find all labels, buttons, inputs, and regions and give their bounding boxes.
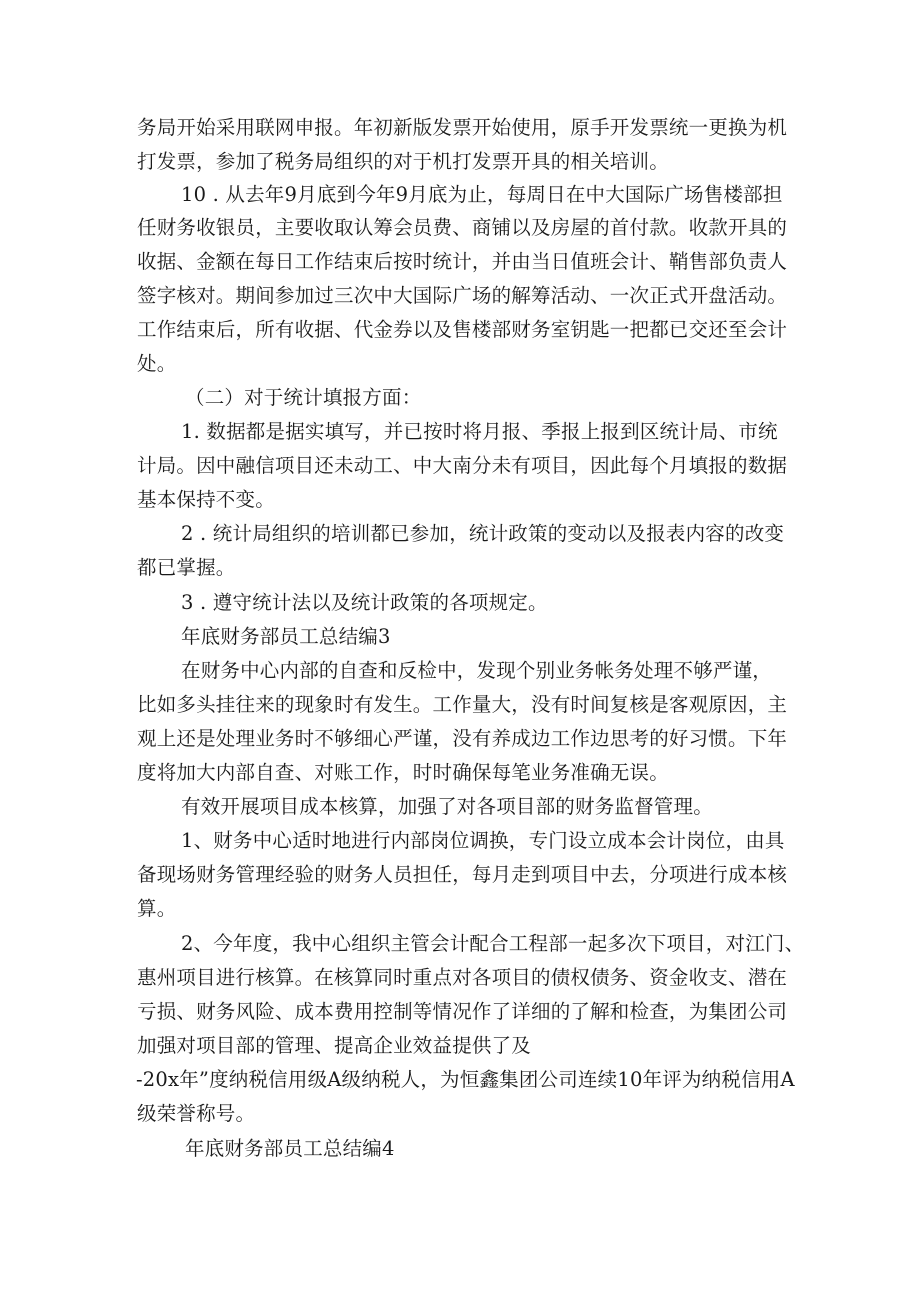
paragraph-line: 任财务收银员，主要收取认筹会员费、商铺以及房屋的首付款。收款开具的 xyxy=(137,216,788,239)
paragraph-line: 亏损、财务风险、成本费用控制等情况作了详细的了解和检查，为集团公司 xyxy=(137,1000,788,1023)
paragraph-line: -20x年”度纳税信用级A级纳税人，为恒鑫集团公司连续10年评为纳税信用A xyxy=(136,1068,795,1091)
paragraph-line: 打发票，参加了税务局组织的对于机打发票开具的相关培训。 xyxy=(137,150,669,173)
paragraph-line: 计局。因中融信项目还未动工、中大南分未有项目，因此每个月填报的数据 xyxy=(137,454,788,477)
paragraph-line: 务局开始采用联网申报。年初新版发票开始使用，原手开发票统一更换为机 xyxy=(137,116,788,139)
paragraph-line: 有效开展项目成本核算，加强了对各项目部的财务监督管理。 xyxy=(181,795,713,818)
paragraph-line: 1. 数据都是据实填写，并已按时将月报、季报上报到区统计局、市统 xyxy=(181,420,778,443)
paragraph-line: 加强对项目部的管理、提高企业效益提供了及 xyxy=(137,1034,532,1057)
section-title: 年底财务部员工总结编3 xyxy=(181,625,391,648)
paragraph-line: 10 . 从去年9月底到今年9月底为止，每周日在中大国际广场售楼部担 xyxy=(181,183,783,206)
paragraph-line: 2 . 统计局组织的培训都已参加，统计政策的变动以及报表内容的改变 xyxy=(181,522,785,545)
paragraph-line: 度将加大内部自查、对账工作，时时确保每笔业务准确无误。 xyxy=(137,761,669,784)
paragraph-line: 比如多头挂往来的现象时有发生。工作量大，没有时间复核是客观原因，主 xyxy=(137,693,788,716)
paragraph-line: 算。 xyxy=(137,897,177,920)
paragraph-line: 3 . 遵守统计法以及统计政策的各项规定。 xyxy=(181,591,548,614)
section-title: 年底财务部员工总结编4 xyxy=(185,1137,395,1160)
paragraph-line: 基本保持不变。 xyxy=(137,488,275,511)
paragraph-line: 工作结束后，所有收据、代金券以及售楼部财务室钥匙一把都已交还至会计 xyxy=(137,318,788,341)
paragraph-line: 备现场财务管理经验的财务人员担任，每月走到项目中去，分项进行成本核 xyxy=(137,863,788,886)
paragraph-line: 签字核对。期间参加过三次中大国际广场的解筹活动、一次正式开盘活动。 xyxy=(137,284,788,307)
section-heading: （二）对于统计填报方面： xyxy=(185,386,422,409)
paragraph-line: 观上还是处理业务时不够细心严谨，没有养成边工作边思考的好习惯。下年 xyxy=(137,727,788,750)
paragraph-line: 在财务中心内部的自查和反检中，发现个别业务帐务处理不够严谨， xyxy=(181,659,773,682)
paragraph-line: 1、财务中心适时地进行内部岗位调换，专门设立成本会计岗位，由具 xyxy=(181,829,785,852)
paragraph-line: 收据、金额在每日工作结束后按时统计，并由当日值班会计、鞘售部负责人 xyxy=(137,250,788,273)
paragraph-line: 都已掌握。 xyxy=(137,556,236,579)
paragraph-line: 处。 xyxy=(137,352,177,375)
paragraph-line: 级荣誉称号。 xyxy=(137,1102,256,1125)
paragraph-line: 2、今年度，我中心组织主管会计配合工程部一起多次下项目，对江门、 xyxy=(181,932,805,955)
paragraph-line: 惠州项目进行核算。在核算同时重点对各项目的债权债务、资金收支、潜在 xyxy=(137,966,788,989)
